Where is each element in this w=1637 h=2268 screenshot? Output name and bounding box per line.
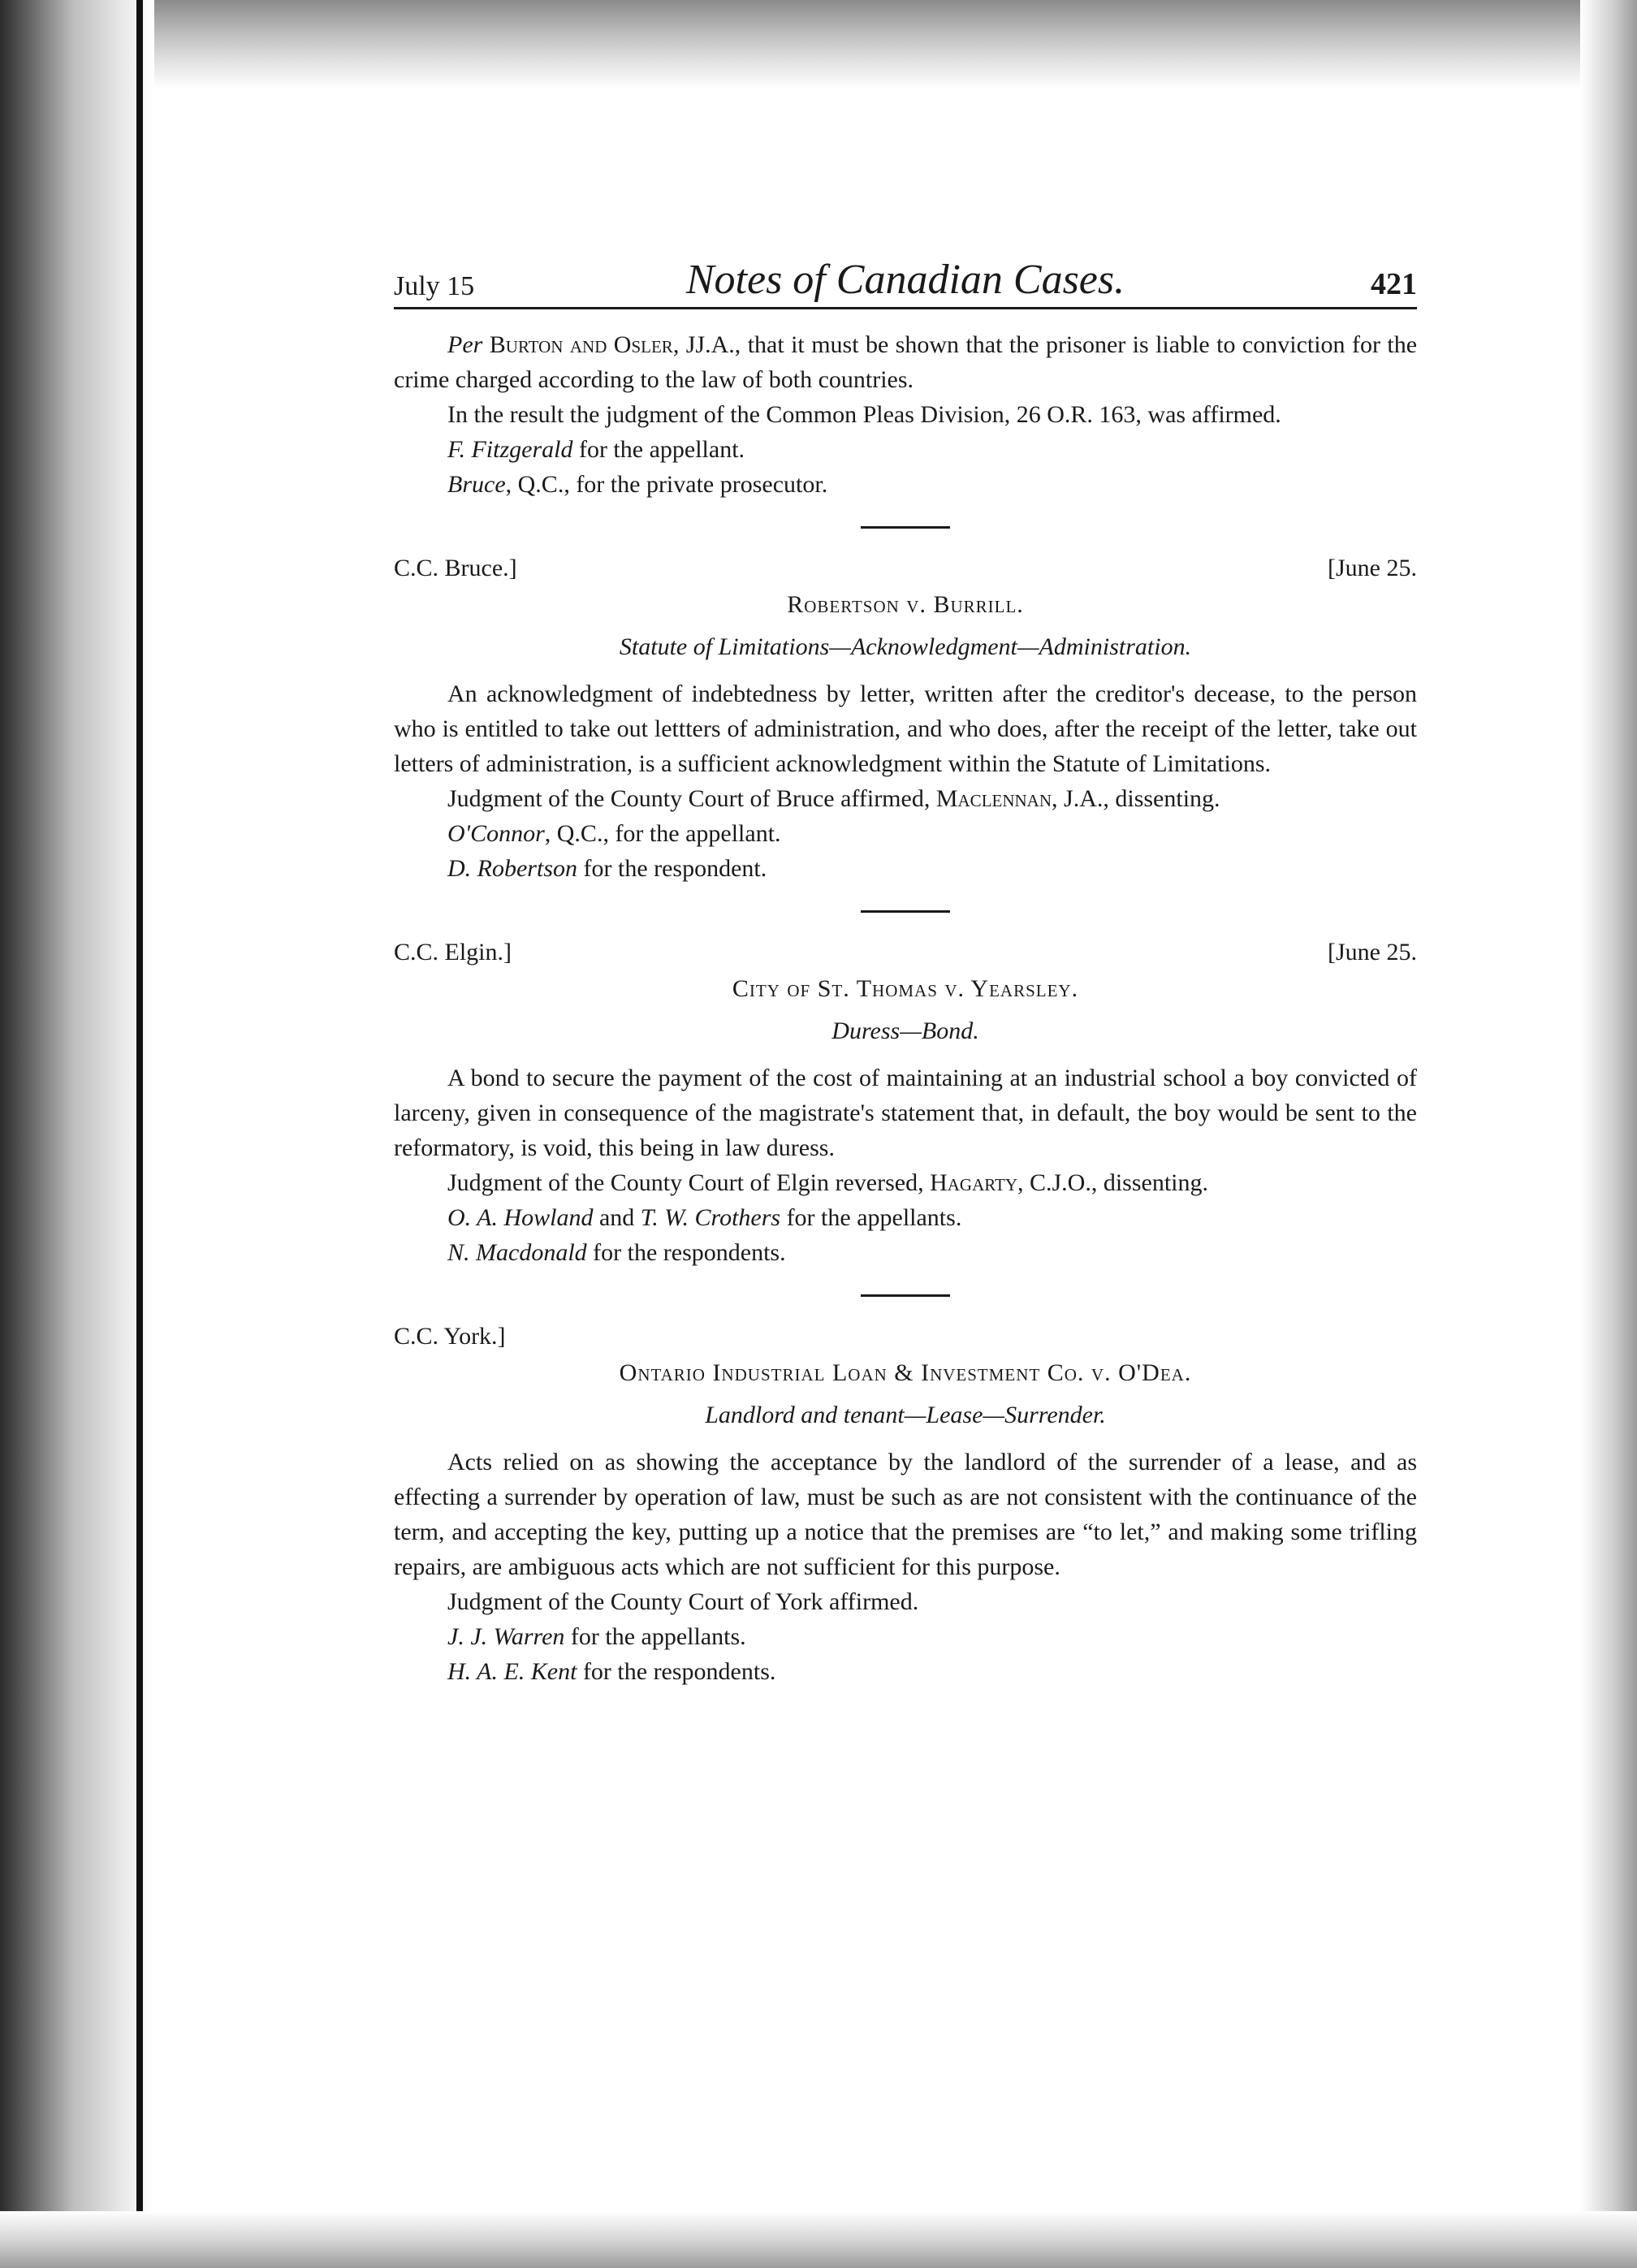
header-date: July 15 bbox=[394, 271, 475, 301]
case-headnote: Duress—Bond. bbox=[831, 1017, 979, 1044]
header-title: Notes of Canadian Cases. bbox=[685, 257, 1125, 303]
judge-name: Maclennan bbox=[935, 785, 1052, 812]
court-line bbox=[394, 934, 1417, 971]
case-date: [June 25. bbox=[1328, 555, 1417, 581]
counsel-line bbox=[394, 1200, 1417, 1235]
counsel-name: N. Macdonald bbox=[447, 1239, 587, 1266]
judge-name: Hagarty bbox=[930, 1169, 1017, 1196]
counsel-line bbox=[394, 1235, 1417, 1270]
counsel-line bbox=[394, 432, 1417, 467]
counsel-role: , Q.C., for the private prosecutor. bbox=[505, 471, 828, 498]
court-name: C.C. York.] bbox=[394, 1323, 506, 1350]
paragraph: Acts relied on as showing the acceptance by the landlord of the surrender of a lease, and as effecting a surrender by operation of law, must be such as are not consistent with the continuance of the term, and accepting the key, putting up a notice that the premises are “to let,” and making some trifling repairs, are ambiguous acts which are not sufficient for this purpose. bbox=[394, 1449, 1417, 1580]
paragraph bbox=[394, 327, 1417, 397]
running-header bbox=[394, 244, 1417, 309]
counsel-line bbox=[394, 851, 1417, 886]
judgment-text: Judgment of the County Court of Elgin reversed, bbox=[447, 1169, 931, 1196]
counsel-name: H. A. E. Kent bbox=[447, 1658, 577, 1685]
judgment-line bbox=[394, 1165, 1417, 1200]
paragraph-text: , JJ.A., that it must be shown that the prisoner is liable to conviction for the crime charged according to the law of both countries. bbox=[394, 331, 1418, 393]
court-line bbox=[394, 1318, 1417, 1355]
counsel-role: for the respondents. bbox=[577, 1658, 776, 1685]
counsel-name: T. W. Crothers bbox=[640, 1204, 781, 1231]
counsel-role: for the appellants. bbox=[780, 1204, 962, 1231]
scan-bottom-edge bbox=[0, 2211, 1637, 2268]
page-number: 421 bbox=[1371, 267, 1417, 301]
court-name: C.C. Bruce.] bbox=[394, 555, 517, 581]
paragraph: In the result the judgment of the Common Pleas Division, 26 O.R. 163, was affirmed. bbox=[447, 401, 1281, 428]
judges-names: Burton and Osler bbox=[489, 331, 673, 358]
case-headnote: Statute of Limitations—Acknowledgment—Administration. bbox=[619, 633, 1192, 660]
section-divider bbox=[861, 910, 950, 913]
judgment-text: , J.A., dissenting. bbox=[1052, 785, 1220, 812]
case-entry bbox=[394, 934, 1417, 1270]
counsel-role: , Q.C., for the appellant. bbox=[544, 820, 781, 847]
judgment-line: Judgment of the County Court of York affirmed. bbox=[447, 1588, 919, 1615]
case-entry bbox=[394, 550, 1417, 886]
counsel-name: F. Fitzgerald bbox=[447, 436, 573, 463]
counsel-role: for the respondents. bbox=[586, 1239, 786, 1266]
judgment-text: , C.J.O., dissenting. bbox=[1017, 1169, 1209, 1196]
case-entry bbox=[394, 1318, 1417, 1689]
continued-case bbox=[394, 327, 1417, 502]
court-name: C.C. Elgin.] bbox=[394, 939, 512, 966]
counsel-role: for the appellant. bbox=[572, 436, 745, 463]
counsel-line bbox=[394, 467, 1417, 502]
counsel-name: D. Robertson bbox=[447, 855, 577, 882]
counsel-name: Bruce bbox=[447, 471, 506, 498]
section-divider bbox=[861, 526, 950, 529]
counsel-line bbox=[394, 1654, 1417, 1689]
counsel-name: J. J. Warren bbox=[447, 1623, 565, 1650]
counsel-conjunction: and bbox=[593, 1204, 641, 1231]
counsel-name: O'Connor bbox=[447, 820, 545, 847]
case-title: Robertson v. Burrill. bbox=[787, 591, 1024, 618]
per-label: Per bbox=[447, 331, 483, 358]
case-title: City of St. Thomas v. Yearsley. bbox=[732, 975, 1079, 1002]
judgment-text: Judgment of the County Court of Bruce affirmed, bbox=[447, 785, 936, 812]
counsel-line bbox=[394, 1619, 1417, 1654]
section-divider bbox=[861, 1294, 950, 1297]
counsel-name: O. A. Howland bbox=[447, 1204, 594, 1231]
case-headnote: Landlord and tenant—Lease—Surrender. bbox=[705, 1402, 1106, 1428]
book-spine-shadow bbox=[136, 0, 143, 2268]
scan-top-edge bbox=[0, 0, 1637, 89]
counsel-role: for the appellants. bbox=[564, 1623, 746, 1650]
court-line bbox=[394, 550, 1417, 587]
case-title: Ontario Industrial Loan & Investment Co. v. O'Dea. bbox=[619, 1359, 1192, 1386]
paragraph: A bond to secure the payment of the cost of maintaining at an industrial school a boy convicted of larceny, given in consequence of the magistrate's statement that, in default, the boy would be sent to the reformatory, is void, this being in law duress. bbox=[394, 1065, 1417, 1161]
scan-right-edge bbox=[1580, 0, 1637, 2268]
case-date: [June 25. bbox=[1328, 939, 1417, 966]
paragraph: An acknowledgment of indebtedness by letter, written after the creditor's decease, to the person who is entitled to take out lettters of administration, and who does, after the receipt of the letter, take out letters of administration, is a sufficient acknowledgment within the Statute of Limitations. bbox=[394, 680, 1417, 777]
page-content bbox=[394, 244, 1417, 1689]
judgment-line bbox=[394, 781, 1417, 816]
counsel-role: for the respondent. bbox=[577, 855, 767, 882]
counsel-line bbox=[394, 816, 1417, 851]
scan-left-edge bbox=[0, 0, 154, 2268]
